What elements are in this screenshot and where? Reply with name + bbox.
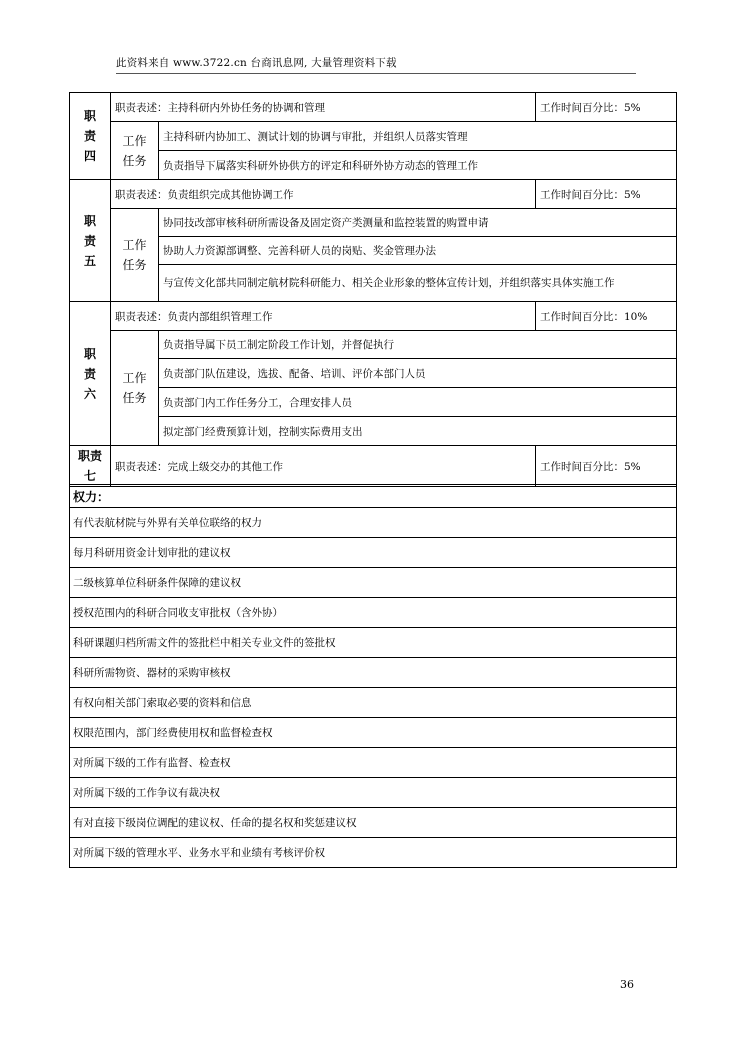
duty-4-task-row: [70, 122, 677, 151]
power-item: 对所属下级的工作争议有裁决权: [70, 778, 677, 808]
duty-6-label: 职 责 六: [70, 302, 111, 446]
duty-6-task-3: 负责部门内工作任务分工，合理安排人员: [159, 388, 677, 417]
powers-heading: 权力：: [70, 485, 677, 508]
duty-4-task-row: [70, 151, 677, 180]
duty-6-task-row: [70, 417, 677, 446]
powers-table: [69, 484, 677, 868]
duty-7-label: 职责 七: [70, 446, 111, 487]
duty-4-time-percent: 工作时间百分比：5%: [536, 93, 677, 122]
duty-4-task-1: 主持科研内协加工、测试计划的协调与审批，并组织人员落实管理: [159, 122, 677, 151]
power-item: 授权范围内的科研合同收支审批权（含外协）: [70, 598, 677, 628]
duty-5-task-2: 协助人力资源部调整、完善科研人员的岗贴、奖金管理办法: [159, 237, 677, 265]
duty-5-task-row: [70, 209, 677, 237]
power-item: 有对直接下级岗位调配的建议权、任命的提名权和奖惩建议权: [70, 808, 677, 838]
duty-5-task-1: 协同技改部审核科研所需设备及固定资产类测量和监控装置的购置申请: [159, 209, 677, 237]
duty-6-task-row: [70, 388, 677, 417]
power-item: 二级核算单位科研条件保障的建议权: [70, 568, 677, 598]
power-item: 每月科研用资金计划审批的建议权: [70, 538, 677, 568]
power-item: 科研课题归档所需文件的签批栏中相关专业文件的签批权: [70, 628, 677, 658]
duty-4-label: 职 责 四: [70, 93, 111, 180]
power-item: 对所属下级的工作有监督、检查权: [70, 748, 677, 778]
duty-6-time-percent: 工作时间百分比：10%: [536, 302, 677, 331]
duty-5-summary-row: [70, 180, 677, 209]
duty-6-task-1: 负责指导属下员工制定阶段工作计划，并督促执行: [159, 331, 677, 359]
duty-4-summary: 职责表述：主持科研内外协任务的协调和管理: [111, 93, 536, 122]
power-item: 权限范围内，部门经费使用权和监督检查权: [70, 718, 677, 748]
duty-6-task-row: [70, 359, 677, 388]
duty-6-summary: 职责表述：负责内部组织管理工作: [111, 302, 536, 331]
power-item: 有代表航材院与外界有关单位联络的权力: [70, 508, 677, 538]
duty-6-task-2: 负责部门队伍建设，选拔、配备、培训、评价本部门人员: [159, 359, 677, 388]
duty-4-summary-row: [70, 93, 677, 122]
duty-7-time-percent: 工作时间百分比：5%: [536, 446, 677, 487]
page-number: 36: [620, 978, 634, 991]
duty-5-task-3: 与宣传文化部共同制定航材院科研能力、相关企业形象的整体宣传计划，并组织落实具体实施工作: [159, 265, 677, 302]
power-item: 科研所需物资、器材的采购审核权: [70, 658, 677, 688]
duty-7-summary-row: [70, 446, 677, 487]
duty-6-task-row: [70, 331, 677, 359]
duty-4-task-2: 负责指导下属落实科研外协供方的评定和科研外协方动态的管理工作: [159, 151, 677, 180]
duty-5-task-label: 工作 任务: [111, 209, 159, 302]
page-header: 此资料来自 www.3722.cn 台商讯息网, 大量管理资料下载: [116, 55, 636, 74]
duty-5-time-percent: 工作时间百分比：5%: [536, 180, 677, 209]
duty-5-task-row: [70, 265, 677, 302]
duty-5-task-row: [70, 237, 677, 265]
duty-5-label: 职 责 五: [70, 180, 111, 302]
duty-6-summary-row: [70, 302, 677, 331]
duty-6-task-label: 工作 任务: [111, 331, 159, 446]
power-item: 对所属下级的管理水平、业务水平和业绩有考核评价权: [70, 838, 677, 868]
duty-5-summary: 职责表述：负责组织完成其他协调工作: [111, 180, 536, 209]
duty-7-summary: 职责表述：完成上级交办的其他工作: [111, 446, 536, 487]
duty-6-task-4: 拟定部门经费预算计划，控制实际费用支出: [159, 417, 677, 446]
power-item: 有权向相关部门索取必要的资料和信息: [70, 688, 677, 718]
duty-table: [69, 92, 677, 487]
duty-4-task-label: 工作 任务: [111, 122, 159, 180]
